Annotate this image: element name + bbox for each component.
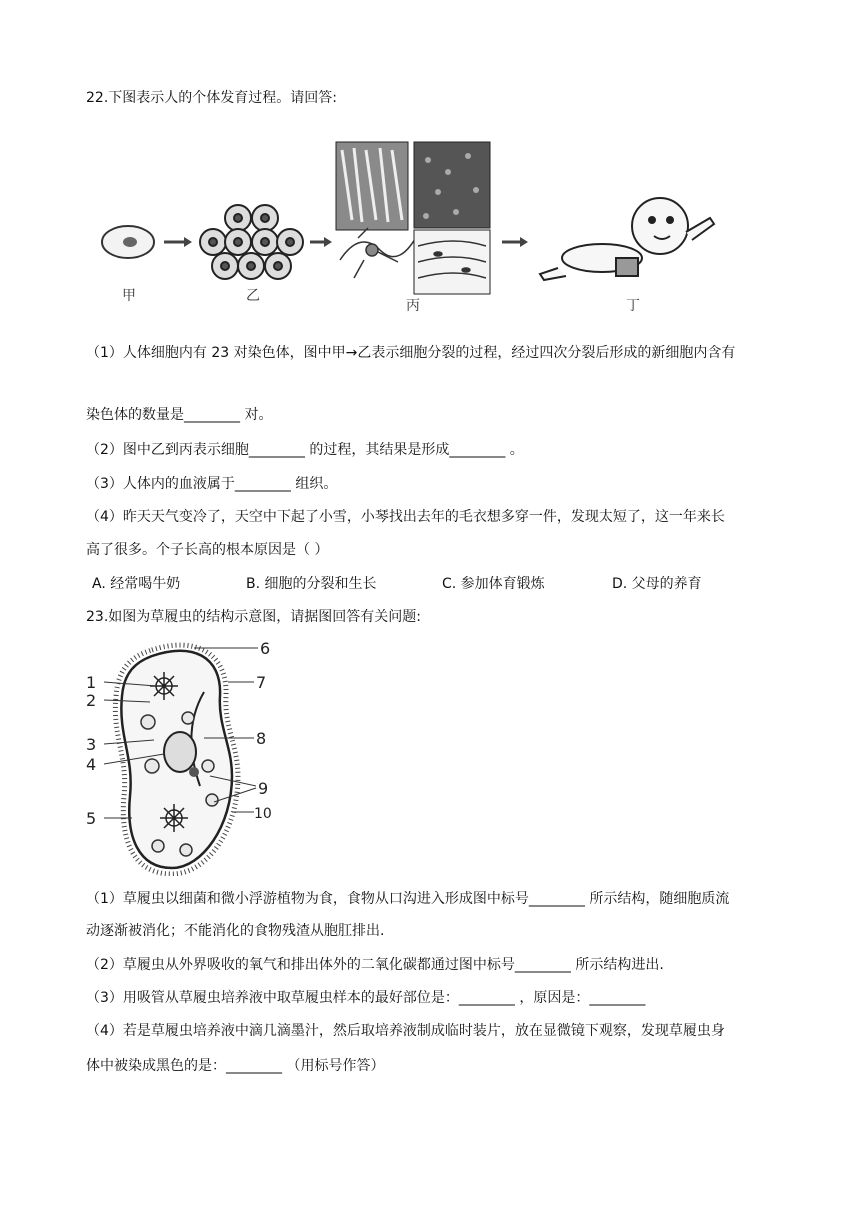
- option-c[interactable]: C. 参加体育锻炼: [442, 576, 545, 592]
- paramecium-label-7: 7: [256, 673, 267, 692]
- arrow-3: [502, 237, 528, 247]
- paramecium-label-1: 1: [86, 673, 97, 692]
- paramecium-figure: [82, 636, 282, 876]
- tissue-panels: [336, 142, 490, 294]
- paramecium-label-6: 6: [260, 639, 271, 658]
- figure-label-ding: 丁: [626, 298, 640, 314]
- paramecium-label-4: 4: [86, 755, 97, 774]
- q22-part4-line1: （4）昨天天气变冷了，天空中下起了小雪，小琴找出去年的毛衣想多穿一件，发现太短了，这一年来长: [86, 509, 725, 525]
- q23-part2: （2）草履虫从外界吸收的氧气和排出体外的二氧化碳都通过图中标号________ 所示结构进出.: [86, 957, 664, 973]
- q23-title: 23.如图为草履虫的结构示意图，请据图回答有关问题:: [86, 609, 421, 625]
- paramecium-label-5: 5: [86, 809, 97, 828]
- figure-label-jia: 甲: [122, 288, 136, 304]
- baby-figure: [540, 198, 714, 280]
- paramecium-label-8: 8: [256, 729, 267, 748]
- q22-part3: （3）人体内的血液属于________ 组织。: [86, 476, 338, 492]
- paramecium-label-10: 10: [254, 806, 272, 822]
- arrow-2: [310, 237, 332, 247]
- option-d[interactable]: D. 父母的养育: [612, 576, 702, 592]
- fertilized-egg-cell: [102, 226, 154, 258]
- q22-part4-line2: 高了很多。个子长高的根本原因是（ ）: [86, 542, 329, 558]
- paramecium-label-3: 3: [86, 735, 97, 754]
- q23-part1-line1: （1）草履虫以细菌和微小浮游植物为食，食物从口沟进入形成图中标号________ 所示结构，随细胞质流: [86, 891, 730, 907]
- paramecium-label-9: 9: [258, 779, 269, 798]
- option-a[interactable]: A. 经常喝牛奶: [92, 576, 181, 592]
- figure-label-bing: 丙: [406, 298, 420, 314]
- q23-part4-line2: 体中被染成黑色的是：________ （用标号作答）: [86, 1058, 385, 1074]
- q23-part1-line2: 动逐渐被消化；不能消化的食物残渣从胞肛排出.: [86, 923, 385, 939]
- q22-part2: （2）图中乙到丙表示细胞________ 的过程，其结果是形成________ 。: [86, 442, 524, 458]
- q22-options: [92, 573, 772, 593]
- cell-cluster: [200, 205, 303, 279]
- figure-label-yi: 乙: [246, 288, 260, 304]
- arrow-1: [164, 237, 192, 247]
- q23-part4-line1: （4）若是草履虫培养液中滴几滴墨汁，然后取培养液制成临时装片，放在显微镜下观察，发现草履虫身: [86, 1023, 725, 1039]
- option-b[interactable]: B. 细胞的分裂和生长: [246, 576, 377, 592]
- q22-part1-line1: （1）人体细胞内有 23 对染色体，图中甲→乙表示细胞分裂的过程，经过四次分裂后形成的新细胞内含有: [86, 345, 736, 361]
- q22-part1-line2: 染色体的数量是________ 对。: [86, 407, 273, 423]
- development-figure: [88, 120, 748, 320]
- q23-part3: （3）用吸管从草履虫培养液中取草履虫样本的最好部位是：________ ，原因是：________: [86, 990, 646, 1006]
- q22-title: 22.下图表示人的个体发育过程。请回答:: [86, 90, 337, 106]
- paramecium-label-2: 2: [86, 691, 97, 710]
